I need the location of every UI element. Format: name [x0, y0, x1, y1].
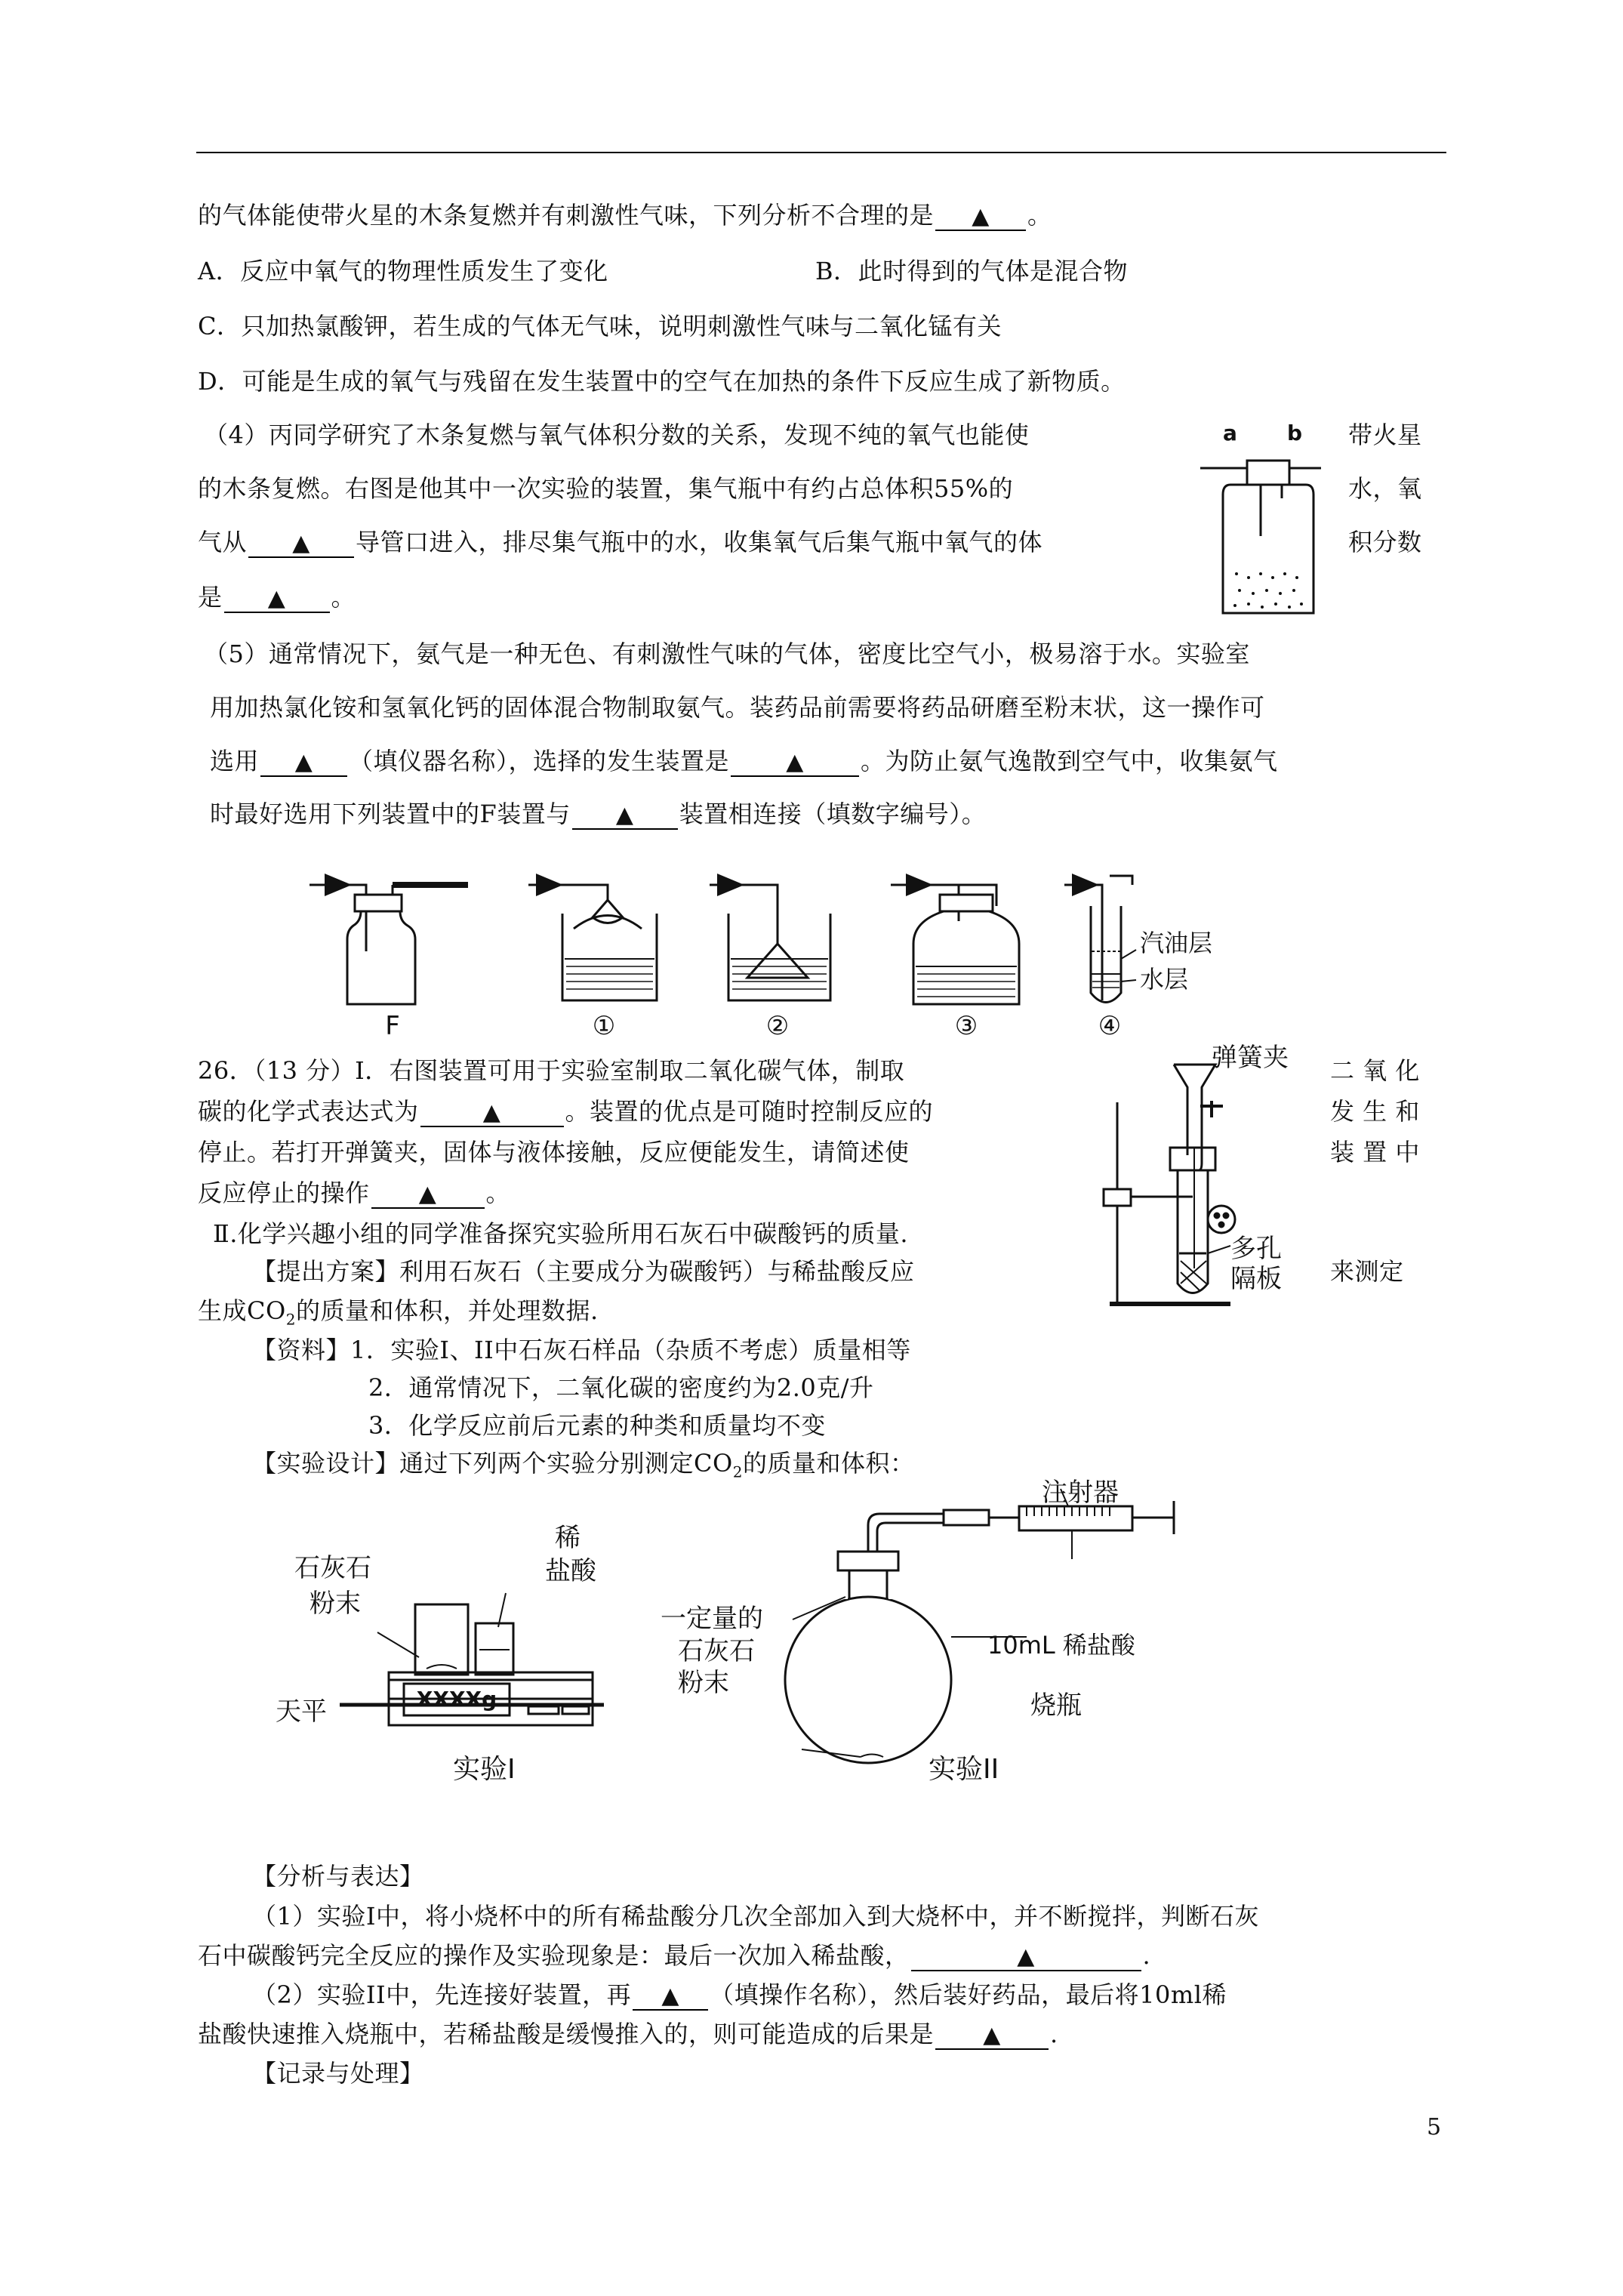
device-F — [310, 885, 468, 1004]
q26-line-1-right: 二 氧 化 — [1330, 1056, 1420, 1085]
answer-blank[interactable]: ▲ — [260, 748, 347, 777]
balance-display: XXXXg — [416, 1687, 497, 1712]
design-line: 【实验设计】通过下列两个实验分别测定$CO_2$的质量和体积： — [252, 1449, 915, 1481]
label-flask: 烧瓶 — [1030, 1690, 1082, 1721]
answer-blank[interactable]: ▲ — [371, 1180, 485, 1209]
label-powder-2: 粉末 — [678, 1668, 729, 1698]
label-a: a — [1223, 421, 1237, 445]
label-water-layer: 水层 — [1140, 965, 1189, 994]
label-limestone: 石灰石 — [294, 1553, 371, 1583]
q4-line-1-right: 带火星 — [1348, 421, 1422, 449]
label-balance: 天平 — [276, 1697, 327, 1727]
q5-line-4: 时最好选用下列装置中的F装置与 ▲ 装置相连接（填数字编号）。 — [210, 800, 987, 828]
gas-bottle-figure — [1193, 415, 1344, 619]
label-1: ① — [592, 1011, 616, 1041]
proposal-line: 【提出方案】利用石灰石（主要成分为碳酸钙）与稀盐酸反应 — [252, 1257, 915, 1286]
label-porous: 多孔 — [1230, 1234, 1282, 1264]
analysis-1-line-1: （1）实验Ⅰ中，将小烧杯中的所有稀盐酸分几次全部加入到大烧杯中，并不断搅拌，判断石灰 — [252, 1902, 1260, 1931]
header-rule — [196, 152, 1446, 153]
label-amount: 一定量的 — [661, 1604, 763, 1634]
q26-line-2: 碳的化学式表达式为 ▲ 。装置的优点是可随时控制反应的 — [198, 1097, 934, 1126]
q26-part2-title: Ⅱ.化学兴趣小组的同学准备探究实验所用石灰石中碳酸钙的质量. — [213, 1219, 909, 1248]
caption-exp1: 实验I — [453, 1754, 516, 1785]
proposal-line-right: 来测定 — [1330, 1257, 1404, 1286]
label-hcl: 盐酸 — [545, 1556, 596, 1586]
device-4 — [1064, 876, 1136, 1003]
caption-exp2: 实验II — [929, 1754, 999, 1785]
experiment-figure — [264, 1480, 1155, 1797]
option-b: B．此时得到的气体是混合物 — [815, 257, 1129, 285]
label-3: ③ — [954, 1011, 978, 1041]
q4-line-3: 气从 ▲ 导管口进入，排尽集气瓶中的水，收集氧气后集气瓶中氧气的体 — [198, 528, 1043, 556]
q4-line-4: 是 ▲ 。 — [198, 583, 356, 612]
label-2: ② — [765, 1011, 790, 1041]
analysis-1-line-2: 石中碳酸钙完全反应的操作及实验现象是：最后一次加入稀盐酸， ▲ . — [198, 1941, 1151, 1970]
q5-line-2: 用加热氯化铵和氢氧化钙的固体混合物制取氨气。装药品前需要将药品研磨至粉末状，这一操作可 — [210, 693, 1265, 722]
label-limestone-2: 石灰石 — [678, 1636, 755, 1666]
label-dilute: 稀 — [555, 1523, 581, 1553]
answer-blank[interactable]: ▲ — [731, 748, 859, 777]
record-title: 【记录与处理】 — [252, 2059, 424, 2088]
text: 的气体能使带火星的木条复燃并有刺激性气味，下列分析不合理的是 — [198, 201, 935, 230]
label-4: ④ — [1098, 1011, 1122, 1041]
device-2 — [710, 885, 830, 1000]
label-plate: 隔板 — [1230, 1264, 1282, 1294]
answer-blank[interactable]: ▲ — [911, 1943, 1141, 1971]
q4-line-2-right: 水，氧 — [1348, 474, 1422, 503]
q4-line-3-right: 积分数 — [1348, 528, 1422, 556]
answer-blank[interactable]: ▲ — [572, 801, 678, 830]
label-acid-volume: 10mL 稀盐酸 — [987, 1631, 1135, 1660]
label-oil-layer: 汽油层 — [1140, 929, 1213, 957]
label-syringe: 注射器 — [1042, 1478, 1119, 1508]
q4-line-2: 的木条复燃。右图是他其中一次实验的装置，集气瓶中有约占总体积55%的 — [198, 474, 1014, 503]
device-3 — [891, 885, 1019, 1004]
resource-3: 3．化学反应前后元素的种类和质量均不变 — [368, 1411, 826, 1440]
answer-blank[interactable]: ▲ — [420, 1099, 564, 1127]
label-F: F — [385, 1011, 400, 1041]
q4-line-1: （4）丙同学研究了木条复燃与氧气体积分数的关系，发现不纯的氧气也能使 — [204, 421, 1030, 449]
water-dots — [1233, 572, 1303, 609]
device-1 — [528, 885, 657, 1000]
q26-line-3: 停止。若打开弹簧夹，固体与液体接触，反应便能发生，请简述使 — [198, 1138, 910, 1166]
analysis-2-line-1: （2）实验II中，先连接好装置，再 ▲ （填操作名称），然后装好药品，最后将10ml稀 — [252, 1980, 1227, 2009]
q5-line-3: 选用 ▲ （填仪器名称），选择的发生装置是 ▲ 。为防止氨气逸散到空气中，收集氨气 — [210, 747, 1278, 775]
q26-line-3-right: 装 置 中 — [1330, 1138, 1420, 1166]
answer-blank[interactable]: ▲ — [224, 584, 330, 613]
co2-generator-figure — [1087, 1034, 1329, 1314]
analysis-title: 【分析与表达】 — [252, 1862, 424, 1891]
q26-line-2-right: 发 生 和 — [1330, 1097, 1420, 1126]
label-spring-clip: 弹簧夹 — [1212, 1043, 1289, 1073]
answer-blank[interactable]: ▲ — [633, 1982, 708, 2011]
gas-collection-apparatus-figure — [302, 861, 1306, 1041]
label-b: b — [1287, 421, 1303, 445]
text: 。 — [1027, 201, 1052, 230]
option-c: C．只加热氯酸钾，若生成的气体无气味，说明刺激性气味与二氧化锰有关 — [198, 312, 1002, 341]
analysis-2-line-2: 盐酸快速推入烧瓶中，若稀盐酸是缓慢推入的，则可能造成的后果是 ▲ . — [198, 2020, 1058, 2048]
q5-line-1: （5）通常情况下，氨气是一种无色、有刺激性气味的气体，密度比空气小，极易溶于水。实验室 — [204, 639, 1250, 668]
proposal-line-2: 生成$CO_2$的质量和体积，并处理数据. — [198, 1296, 599, 1329]
q3-stem-line — [198, 200, 1052, 231]
answer-blank[interactable]: ▲ — [935, 202, 1026, 231]
resource-2: 2．通常情况下，二氧化碳的密度约为2.0克/升 — [368, 1373, 874, 1402]
answer-blank[interactable]: ▲ — [248, 529, 354, 558]
resource-1: 【资料】1．实验Ⅰ、II中石灰石样品（杂质不考虑）质量相等 — [252, 1336, 911, 1364]
answer-blank[interactable]: ▲ — [935, 2021, 1049, 2050]
page-number: 5 — [1427, 2114, 1442, 2140]
label-powder: 粉末 — [310, 1589, 361, 1619]
q26-line-4: 反应停止的操作 ▲ 。 — [198, 1179, 511, 1207]
option-a: A．反应中氧气的物理性质发生了变化 — [198, 257, 608, 285]
option-d: D．可能是生成的氧气与残留在发生装置中的空气在加热的条件下反应生成了新物质。 — [198, 367, 1126, 396]
q26-line-1: 26．（13 分）Ⅰ．右图装置可用于实验室制取二氧化碳气体，制取 — [198, 1056, 905, 1085]
experiment-2-drawing — [785, 1489, 1174, 1763]
